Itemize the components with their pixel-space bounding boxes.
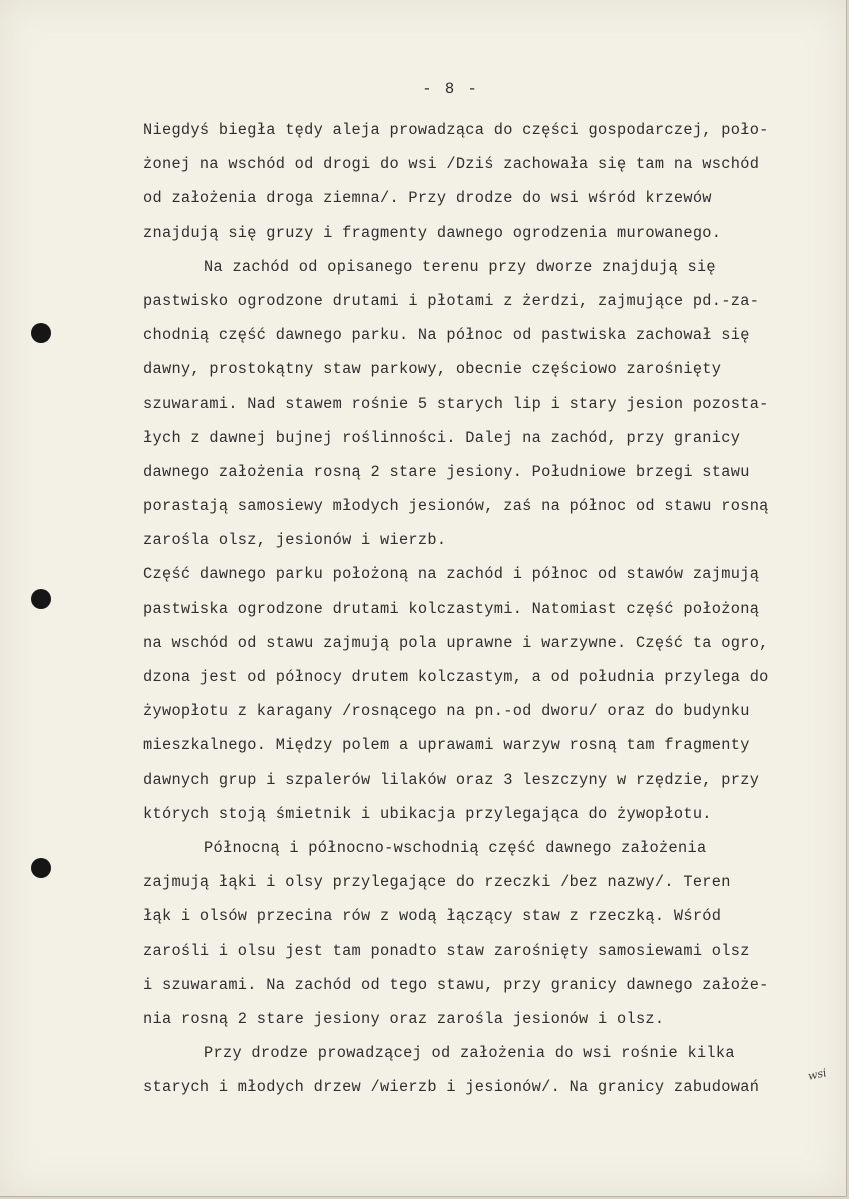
- text-line: pastwisko ogrodzone drutami i płotami z żerdzi, zajmujące pd.-za-: [143, 291, 760, 310]
- text-line: zarośli i olsu jest tam ponadto staw zarośnięty samosiewami olsz: [143, 941, 750, 960]
- text-line: dzona jest od północy drutem kolczastym, a od południa przylega do: [143, 668, 769, 686]
- text-line: zajmują łąki i olsy przylegające do rzeczki /bez nazwy/. Teren: [143, 873, 731, 892]
- text-line: mieszkalnego. Między polem a uprawami warzyw rosną tam fragmenty: [143, 736, 750, 755]
- text-line: dawny, prostokątny staw parkowy, obecnie częściowo zarośnięty: [143, 360, 722, 379]
- text-line: znajdują się gruzy i fragmenty dawnego ogrodzenia murowanego.: [143, 223, 722, 242]
- text-line: Część dawnego parku położoną na zachód i północ od stawów zajmują: [143, 565, 760, 584]
- text-line: Na zachód od opisanego terenu przy dworze znajdują się: [204, 257, 716, 276]
- text-line: na wschód od stawu zajmują pola uprawne i warzywne. Część ta ogro,: [143, 633, 769, 652]
- text-line: starych i młodych drzew /wierzb i jesionów/. Na granicy zabudowań: [143, 1078, 760, 1097]
- text-line: żonej na wschód od drogi do wsi /Dziś zachowała się tam na wschód: [143, 155, 760, 174]
- page-number: - 8 -: [422, 80, 479, 98]
- text-line: Niegdyś biegła tędy aleja prowadząca do części gospodarczej, poło-: [143, 121, 769, 139]
- text-line: dawnych grup i szpalerów lilaków oraz 3 leszczyny w rzędzie, przy: [143, 770, 760, 789]
- text-line: pastwiska ogrodzone drutami kolczastymi. Natomiast część położoną: [143, 599, 760, 618]
- text-line: i szuwarami. Na zachód od tego stawu, przy granicy dawnego założe-: [143, 975, 769, 994]
- text-line: łąk i olsów przecina rów z wodą łączący staw z rzeczką. Wśród: [143, 907, 722, 926]
- text-line: dawnego założenia rosną 2 stare jesiony. Południowe brzegi stawu: [143, 462, 750, 481]
- text-line: chodnią część dawnego parku. Na północ od pastwiska zachował się: [143, 326, 750, 345]
- text-line: Północną i północno-wschodnią część dawnego założenia: [204, 838, 707, 857]
- typewritten-text: [143, 113, 843, 1104]
- text-line: których stoją śmietnik i ubikacja przylegająca do żywopłotu.: [143, 804, 712, 823]
- punch-hole-top: [31, 323, 51, 343]
- text-line: zarośla olsz, jesionów i wierzb.: [143, 531, 447, 550]
- text-line: od założenia droga ziemna/. Przy drodze do wsi wśród krzewów: [143, 189, 712, 208]
- handwritten-annotation: wsi: [806, 1066, 828, 1083]
- text-line: porastają samosiewy młodych jesionów, zaś na północ od stawu rosną: [143, 497, 769, 516]
- text-line: szuwarami. Nad stawem rośnie 5 starych lip i stary jesion pozosta-: [143, 394, 769, 413]
- text-line: łych z dawnej bujnej roślinności. Dalej na zachód, przy granicy: [143, 428, 741, 447]
- punch-hole-middle: [31, 589, 51, 609]
- text-line: Przy drodze prowadzącej od założenia do wsi rośnie kilka: [204, 1044, 735, 1063]
- punch-hole-bottom: [31, 858, 51, 878]
- text-line: nia rosną 2 stare jesiony oraz zarośla jesionów i olsz.: [143, 1009, 665, 1028]
- text-line: żywopłotu z karagany /rosnącego na pn.-od dworu/ oraz do budynku: [143, 702, 750, 721]
